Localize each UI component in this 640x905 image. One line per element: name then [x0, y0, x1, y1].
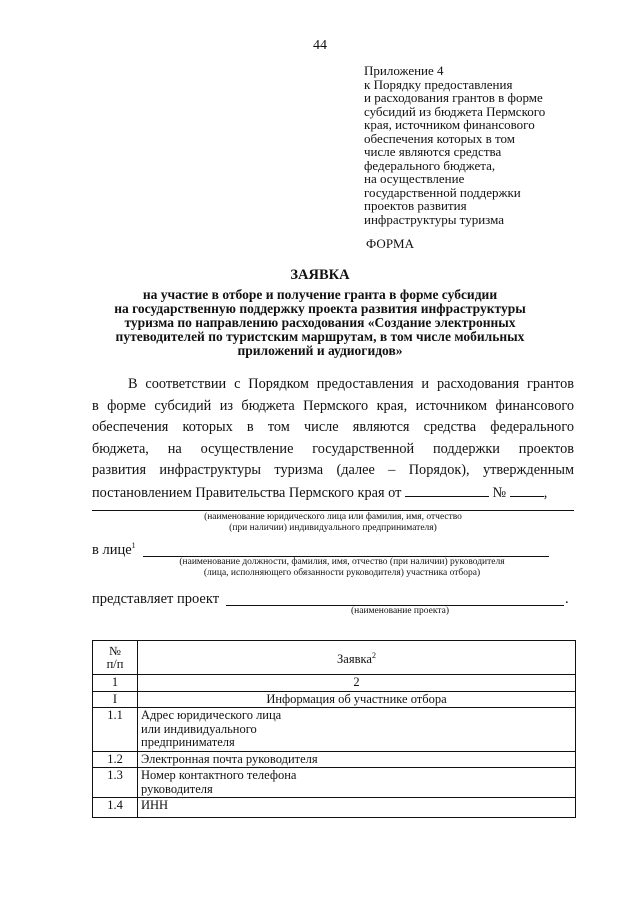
project-caption: (наименование проекта) — [350, 606, 449, 616]
body-line: в форме субсидий из бюджета Пермского края, источником финансового — [92, 397, 574, 414]
table-header-row — [93, 641, 576, 675]
body-line: обеспечения которых в том числе являются средства федерального — [92, 419, 574, 435]
appendix-line: обеспечения которых в том — [364, 130, 516, 146]
appendix-line: числе являются средства — [364, 144, 502, 159]
appendix-line: федерального бюджета, — [364, 157, 496, 173]
appendix-line: и расходования грантов в форме — [364, 90, 543, 105]
in-person-text: в лице — [92, 541, 132, 558]
section-num-cell: I — [93, 691, 138, 708]
row-label-cell: Адрес юридического лица или индивидуального предпринимателя — [138, 708, 576, 752]
caption-line: (наименование должности, фамилия, имя, отчество (при наличии) руководителя — [179, 557, 505, 567]
footnote-ref-2: 2 — [371, 650, 376, 660]
row-num-cell: 1.4 — [93, 798, 138, 818]
appendix-line: субсидий из бюджета Пермского — [364, 103, 546, 119]
caption-line: (наименование юридического лица или фамилия, имя, отчество — [204, 512, 462, 522]
applicant-name-line — [92, 510, 574, 511]
subtitle-line: туризма по направлению расходования «Создание электронных — [124, 315, 516, 330]
table-row — [93, 798, 576, 818]
body-paragraph — [92, 374, 574, 503]
index-row — [93, 675, 576, 692]
row-num-cell: 1.1 — [93, 708, 138, 752]
presents-project-label: представляет проект — [92, 591, 220, 607]
footnote-ref-1: 1 — [131, 541, 136, 550]
decree-text: постановлением Правительства Пермского края от — [92, 484, 402, 501]
header-num-cell: № п/п — [93, 641, 138, 675]
subtitle-line: на государственную поддержку проекта развития инфраструктуры — [114, 301, 526, 316]
row-label-cell: Номер контактного телефона руководителя — [138, 768, 576, 798]
document-title: ЗАЯВКА — [290, 267, 350, 283]
subtitle-line: на участие в отборе и получение гранта в форме субсидии — [142, 287, 498, 302]
section-row — [93, 691, 576, 708]
date-blank — [405, 482, 489, 497]
section-title-cell: Информация об участнике отбора — [138, 691, 576, 708]
number-sign: № — [492, 484, 507, 501]
comma: , — [543, 484, 548, 501]
body-last-line — [92, 482, 574, 504]
table-row — [93, 768, 576, 798]
body-line: бюджета, на осуществление государственной поддержки проектов — [92, 440, 574, 457]
body-line: развития инфраструктуры туризма (далее – Порядок), утвержденным — [92, 462, 574, 478]
caption-line: (при наличии) индивидуального предпринимателя) — [229, 523, 437, 533]
appendix-header — [364, 64, 564, 226]
form-label: ФОРМА — [366, 236, 414, 251]
table-row — [93, 708, 576, 752]
person-caption — [122, 557, 562, 579]
index-cell: 1 — [93, 675, 138, 692]
row-label-cell: Электронная почта руководителя — [138, 751, 576, 768]
appendix-line: края, источником финансового — [364, 117, 535, 132]
applicant-caption — [92, 512, 574, 534]
number-blank — [510, 482, 544, 497]
body-line: В соответствии с Порядком предоставления и расходования грантов — [128, 376, 574, 392]
header-title: Заявка — [337, 651, 372, 666]
subtitle-line: приложений и аудиогидов» — [237, 343, 403, 358]
document-subtitle — [60, 288, 580, 358]
appendix-line: к Порядку предоставления — [364, 76, 513, 92]
row-num-cell: 1.2 — [93, 751, 138, 768]
row-label-cell: ИНН — [138, 798, 576, 818]
index-cell: 2 — [138, 675, 576, 692]
appendix-line: Приложение 4 — [364, 63, 444, 78]
appendix-line: проектов развития — [364, 198, 467, 213]
appendix-line: на осуществление — [364, 171, 465, 186]
period: . — [565, 591, 569, 607]
table-row — [93, 751, 576, 768]
caption-line: (лица, исполняющего обязанности руководителя) участника отбора) — [203, 568, 481, 578]
appendix-line: инфраструктуры туризма — [364, 211, 505, 227]
subtitle-line: путеводителей по туристским маршрутам, в том числе мобильных — [115, 329, 525, 344]
row-num-cell: 1.3 — [93, 768, 138, 798]
appendix-line: государственной поддержки — [364, 184, 521, 200]
application-table — [92, 640, 576, 818]
page-number: 44 — [313, 38, 327, 53]
header-title-cell — [138, 641, 576, 675]
